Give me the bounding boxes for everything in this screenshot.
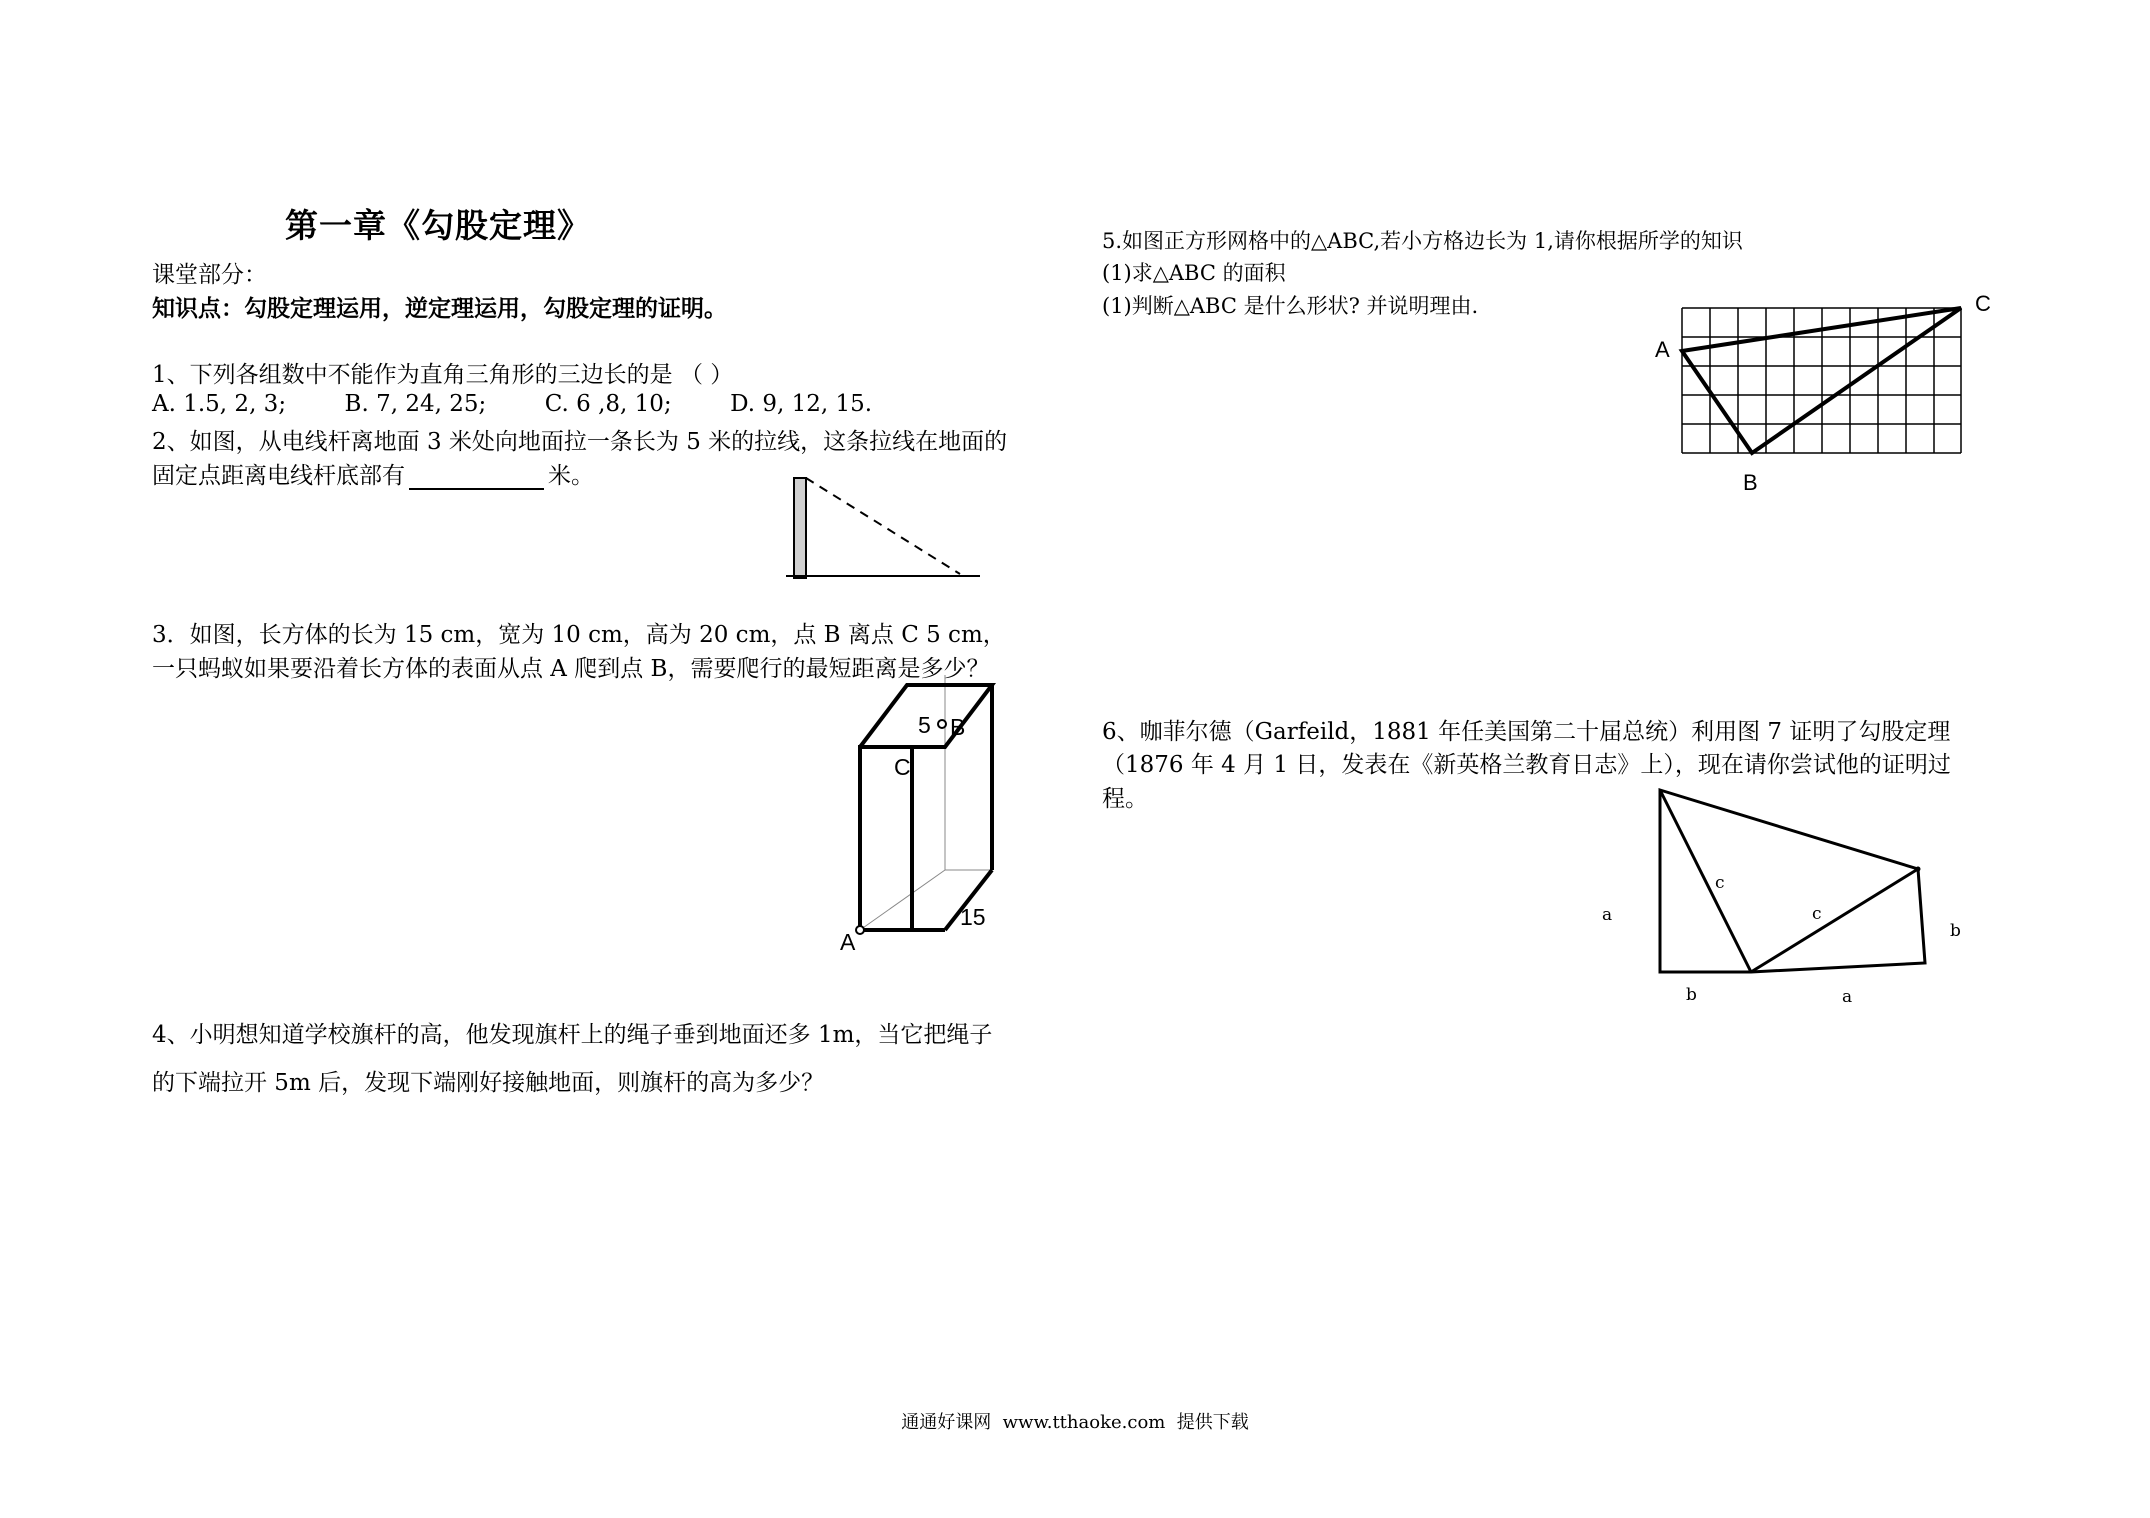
guy-wire	[806, 478, 960, 574]
label-fifteen: 15	[960, 904, 986, 930]
q4-line1: 4、小明想知道学校旗杆的高，他发现旗杆上的绳子垂到地面还多 1m，当它把绳子	[152, 1022, 993, 1048]
label-b: B	[1743, 470, 1758, 495]
label-c2: c	[1812, 904, 1822, 924]
hypotenuse-c1	[1660, 790, 1751, 972]
q2-line2	[152, 457, 594, 490]
q5-grid-figure	[1640, 290, 2000, 520]
q5-line3: (1)判断△ABC 是什么形状? 并说明理由.	[1102, 294, 1479, 318]
q2-answer-blank[interactable]	[409, 466, 544, 490]
point-b	[938, 720, 946, 728]
q5-line1: 5.如图正方形网格中的△ABC,若小方格边长为 1,请你根据所学的知识	[1102, 229, 1743, 253]
q1-options: A. 1.5, 2, 3; B. 7, 24, 25; C. 6 ,8, 10; D. 9, 12, 15.	[152, 391, 873, 417]
label-c: C	[894, 754, 911, 780]
section-label: 课堂部分：	[152, 262, 267, 288]
q2-line1: 2、如图，从电线杆离地面 3 米处向地面拉一条长为 5 米的拉线，这条拉线在地面的	[152, 429, 1008, 455]
label-a: A	[840, 929, 856, 955]
q3-cuboid-figure	[830, 675, 1040, 955]
label-a: A	[1655, 337, 1670, 362]
q5-line2: (1)求△ABC 的面积	[1102, 261, 1286, 285]
q2-line2-post: 米。	[548, 463, 594, 489]
q6-line2: （1876 年 4 月 1 日，发表在《新英格兰教育日志》上），现在请你尝试他的证明过	[1102, 752, 1951, 778]
q3-line1: 3．如图，长方体的长为 15 cm，宽为 10 cm，高为 20 cm，点 B 离点 C 5 cm，	[152, 622, 1006, 648]
label-b-bottom: b	[1686, 985, 1697, 1005]
q1-stem: 1、下列各组数中不能作为直角三角形的三边长的是 （ ）	[152, 362, 734, 388]
pole	[794, 478, 806, 578]
label-c1: c	[1715, 873, 1725, 893]
q6-line3: 程。	[1102, 786, 1148, 812]
page-title: 第一章《勾股定理》	[285, 206, 591, 245]
label-b: B	[950, 714, 966, 740]
hidden-edge-diagonal	[860, 870, 945, 930]
label-c: C	[1975, 291, 1991, 316]
q6-line1: 6、咖菲尔德（Garfeild，1881 年任美国第二十届总统）利用图 7 证明了勾股定理	[1102, 719, 1951, 745]
hypotenuse-c2	[1751, 869, 1918, 972]
footer-credit: 通通好课网 www.tthaoke.com 提供下载	[901, 1412, 1249, 1433]
q2-pole-figure	[780, 470, 990, 580]
knowledge-points: 知识点：勾股定理运用，逆定理运用，勾股定理的证明。	[152, 295, 727, 322]
q2-line2-pre: 固定点距离电线杆底部有	[152, 463, 405, 489]
label-a-bottom: a	[1842, 987, 1853, 1007]
q3-line2: 一只蚂蚁如果要沿着长方体的表面从点 A 爬到点 B，需要爬行的最短距离是多少？	[152, 656, 990, 682]
label-five: 5	[918, 712, 931, 738]
vertex-dot	[1916, 867, 1921, 872]
q4-line2: 的下端拉开 5m 后，发现下端刚好接触地面，则旗杆的高为多少？	[152, 1070, 825, 1096]
q6-garfield-figure	[1580, 780, 1990, 1010]
point-a	[856, 926, 864, 934]
label-b-right: b	[1950, 921, 1961, 941]
label-a-left: a	[1602, 905, 1613, 925]
